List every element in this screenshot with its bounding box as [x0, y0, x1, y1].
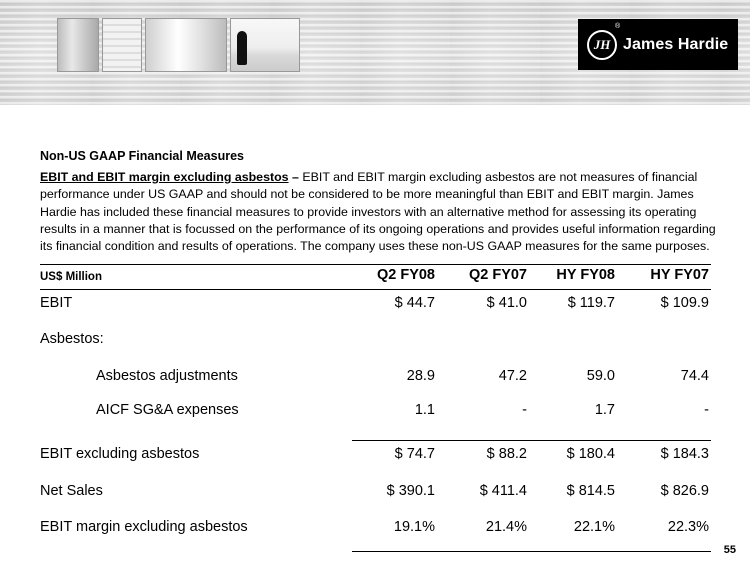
intro-body: EBIT and EBIT margin excluding asbestos are not measures of financial performance under US GAAP and should not be considered to be more meaningful than EBIT and EBIT margin. James Hardie has included these financial measures to provide investors with an alternative method for assessing its operating results in a manner that is focussed on the performance of its ongoing operations and provides useful information regarding its financial condition and results of operations. The company uses these non-US GAAP measures for the same purposes. — [40, 170, 716, 254]
table-row — [40, 446, 711, 468]
cell-value: $ 41.0 — [486, 295, 527, 311]
cell-value: $ 184.3 — [660, 446, 709, 462]
photo-building-corner — [57, 18, 99, 72]
section-title: Non-US GAAP Financial Measures — [40, 149, 244, 163]
table-row — [40, 368, 711, 390]
cell-value: 21.4% — [485, 519, 527, 535]
unit-label: US$ Million — [40, 271, 102, 283]
photo-worker — [230, 18, 300, 72]
cell-value: 22.1% — [573, 519, 615, 535]
cell-value: $ 88.2 — [486, 446, 527, 462]
cell-value: 28.9 — [406, 368, 435, 384]
header-banner — [0, 0, 750, 105]
row-label: Net Sales — [40, 483, 103, 499]
table-row — [40, 402, 711, 424]
col-header-q2-fy08: Q2 FY08 — [376, 267, 435, 283]
cell-value: 22.3% — [667, 519, 709, 535]
intro-lead: EBIT and EBIT margin excluding asbestos — [40, 170, 289, 184]
cell-value: - — [522, 402, 527, 418]
cell-value: $ 109.9 — [660, 295, 709, 311]
registered-mark: ® — [615, 23, 621, 30]
col-header-hy-fy08: HY FY08 — [556, 267, 615, 283]
cell-value: $ 44.7 — [394, 295, 435, 311]
table-row — [40, 331, 711, 353]
cell-value: 19.1% — [393, 519, 435, 535]
table-row — [40, 295, 711, 317]
person-silhouette — [237, 31, 247, 65]
subtotal-rule — [352, 440, 711, 441]
cell-value: 1.7 — [594, 402, 615, 418]
table-header-row — [40, 267, 711, 289]
company-logo — [578, 19, 738, 70]
cell-value: 1.1 — [414, 402, 435, 418]
header-bottom-rule — [40, 289, 711, 290]
row-label: EBIT excluding asbestos — [40, 446, 200, 462]
page-number: 55 — [723, 544, 736, 556]
intro-dash: – — [288, 170, 303, 184]
table-top-rule — [40, 264, 711, 265]
cell-value: $ 119.7 — [567, 295, 615, 311]
jh-logo-icon: JH — [587, 30, 617, 60]
logo-text: James Hardie — [623, 35, 729, 53]
row-label: EBIT margin excluding asbestos — [40, 519, 248, 535]
cell-value: $ 826.9 — [660, 483, 709, 499]
cell-value: $ 814.5 — [566, 483, 615, 499]
table-row — [40, 483, 711, 505]
cell-value: $ 74.7 — [394, 446, 435, 462]
row-label: AICF SG&A expenses — [96, 402, 239, 418]
row-label: EBIT — [40, 295, 73, 311]
row-label: Asbestos: — [40, 331, 104, 347]
intro-paragraph — [40, 169, 730, 255]
cell-value: 59.0 — [586, 368, 615, 384]
cell-value: $ 180.4 — [566, 446, 615, 462]
cell-value: 74.4 — [680, 368, 709, 384]
cell-value: - — [704, 402, 709, 418]
table-row — [40, 519, 711, 541]
table-bottom-rule — [352, 551, 711, 552]
photo-interior — [145, 18, 227, 72]
row-label: Asbestos adjustments — [96, 368, 238, 384]
cell-value: $ 411.4 — [479, 483, 527, 499]
col-header-hy-fy07: HY FY07 — [650, 267, 709, 283]
cell-value: $ 390.1 — [386, 483, 435, 499]
cell-value: 47.2 — [498, 368, 527, 384]
col-header-q2-fy07: Q2 FY07 — [468, 267, 527, 283]
photo-siding-panels — [102, 18, 142, 72]
